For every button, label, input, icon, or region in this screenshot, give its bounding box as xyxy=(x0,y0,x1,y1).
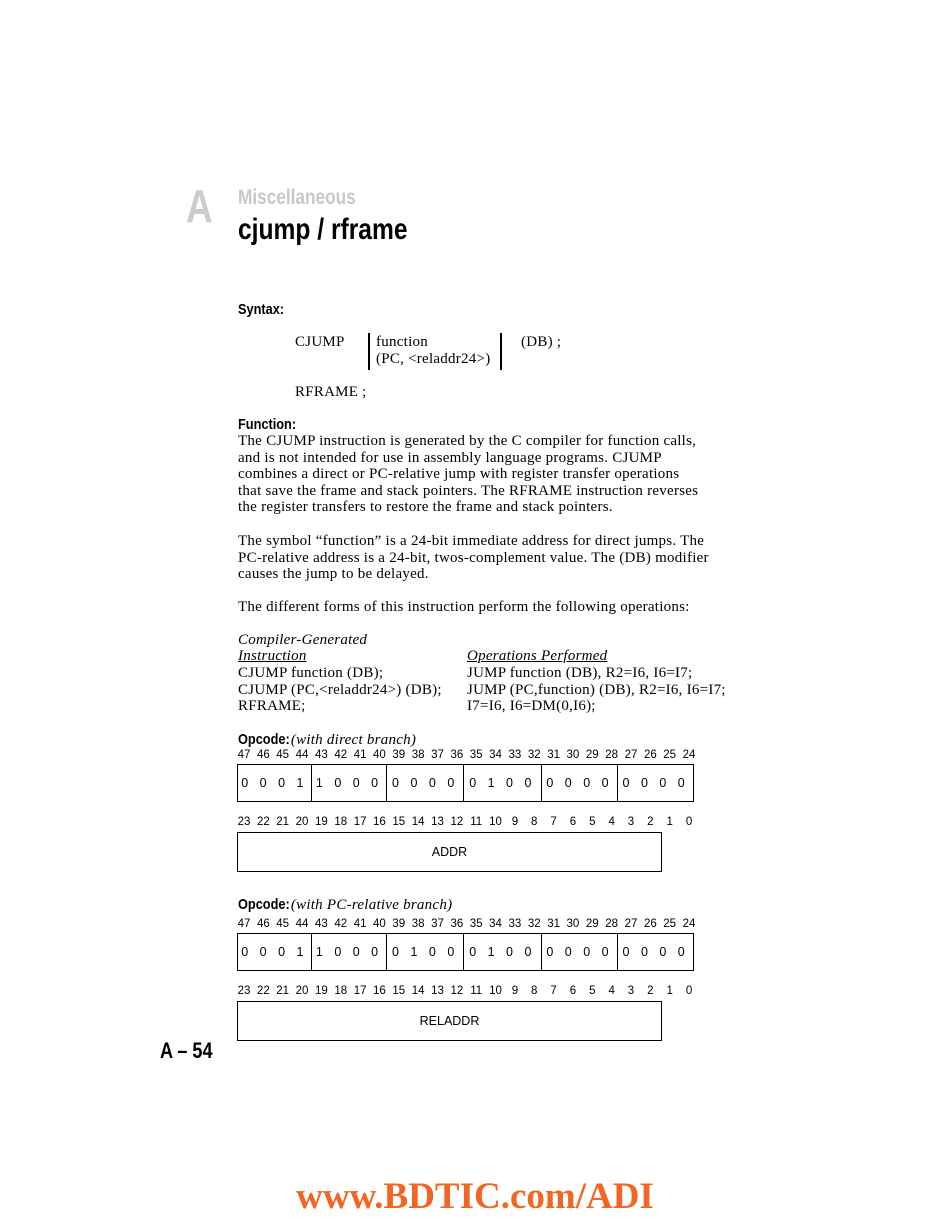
bit-number: 26 xyxy=(643,918,657,930)
opcode-direct-heading: Opcode:(with direct branch) xyxy=(238,731,417,748)
table-row-operation: I7=I6, I6=DM(0,I6); xyxy=(467,698,596,714)
bit-number: 3 xyxy=(627,816,635,828)
bit-number: 11 xyxy=(470,816,483,828)
bit-number: 36 xyxy=(450,918,464,930)
bit-number: 44 xyxy=(295,918,309,930)
bit-number: 31 xyxy=(547,918,560,930)
syntax-option-function: function xyxy=(376,334,428,350)
bit-number: 17 xyxy=(353,985,367,997)
bit-number: 15 xyxy=(392,816,406,828)
bit-number: 36 xyxy=(450,749,464,761)
bit-number: 13 xyxy=(431,816,444,828)
bit-number: 2 xyxy=(647,985,654,997)
bit-number: 21 xyxy=(276,816,290,828)
syntax-left-bar xyxy=(368,333,370,370)
bit-number: 11 xyxy=(470,985,483,997)
bit-number: 25 xyxy=(663,918,677,930)
opcode-direct-lower-bit-numbers xyxy=(0,817,950,831)
bit-number: 37 xyxy=(431,749,444,761)
bit-number: 9 xyxy=(511,985,519,997)
bit-number: 38 xyxy=(411,918,425,930)
bit-number: 7 xyxy=(550,816,557,828)
opcode-relative-upper-fields xyxy=(237,933,694,971)
bit-number: 35 xyxy=(469,918,483,930)
syntax-option-pc-relative: (PC, <reladdr24>) xyxy=(376,351,491,367)
opcode-field: 1 0 0 0 xyxy=(312,765,388,801)
bit-number: 1 xyxy=(666,985,673,997)
bit-number: 3 xyxy=(627,985,635,997)
table-row: CJUMP function (DB); xyxy=(238,665,384,681)
table-header-operations: Operations Performed xyxy=(467,648,608,664)
bit-number: 24 xyxy=(682,749,696,761)
bit-number: 16 xyxy=(373,816,386,828)
opcode-relative-reladdr-field: RELADDR xyxy=(237,1001,662,1041)
bit-number: 41 xyxy=(353,918,367,930)
bit-number: 23 xyxy=(237,985,251,997)
opcode-field: 0 0 0 0 xyxy=(387,765,464,801)
bit-number: 7 xyxy=(550,985,557,997)
bit-number: 30 xyxy=(566,918,580,930)
bit-number: 2 xyxy=(647,816,654,828)
opcode-relative-heading: Opcode:(with PC-relative branch) xyxy=(238,896,453,913)
bit-number: 45 xyxy=(276,749,290,761)
bit-number: 0 xyxy=(685,985,693,997)
bit-number: 28 xyxy=(605,749,619,761)
bit-number: 14 xyxy=(411,985,425,997)
opcode-field: 0 0 0 0 xyxy=(622,776,689,790)
function-paragraph-1: The CJUMP instruction is generated by the C compiler for function calls, and is not intended for use in assembly language programs. CJUMP combines a direct or PC-relative jump with register transfer operations that save the frame and stack pointers. The RFRAME instruction reverses the register transfers to restore the frame and stack pointers. xyxy=(238,433,699,515)
bit-number: 14 xyxy=(411,816,425,828)
bit-number: 5 xyxy=(589,816,596,828)
opcode-relative-upper-bit-numbers xyxy=(0,919,950,933)
bit-number: 25 xyxy=(663,749,677,761)
table-header-instruction-line2: Instruction xyxy=(238,648,307,664)
bit-number: 6 xyxy=(569,985,577,997)
opcode-field: 0 0 0 1 xyxy=(238,934,312,970)
syntax-rframe: RFRAME ; xyxy=(295,384,367,400)
bit-number: 39 xyxy=(392,749,406,761)
bit-number: 10 xyxy=(489,985,502,997)
bit-number: 29 xyxy=(585,749,599,761)
table-header-instruction-line1: Compiler-Generated xyxy=(238,632,368,648)
bit-number: 43 xyxy=(314,749,328,761)
opcode-field: 1 0 0 0 xyxy=(312,934,388,970)
bit-number: 37 xyxy=(431,918,444,930)
bit-number: 42 xyxy=(334,749,348,761)
opcode-field: 0 1 0 0 xyxy=(387,934,464,970)
bit-number: 44 xyxy=(295,749,309,761)
page-title: cjump / rframe xyxy=(238,213,408,246)
bit-number: 17 xyxy=(353,816,367,828)
bit-number: 13 xyxy=(431,985,444,997)
opcode-direct-upper-bit-numbers xyxy=(0,750,950,764)
table-row-operation: JUMP (PC,function) (DB), R2=I6, I6=I7; xyxy=(467,682,726,698)
bit-number: 16 xyxy=(373,985,386,997)
opcode-relative-lower-bit-numbers xyxy=(0,986,950,1000)
opcode-field: 0 0 0 0 xyxy=(542,934,619,970)
bit-number: 35 xyxy=(469,749,483,761)
bit-number: 18 xyxy=(334,985,348,997)
function-paragraph-3: The different forms of this instruction perform the following operations: xyxy=(238,599,690,615)
bit-number: 40 xyxy=(373,918,386,930)
bit-number: 12 xyxy=(450,985,464,997)
bit-number: 19 xyxy=(314,816,328,828)
bit-number: 1 xyxy=(666,816,673,828)
bit-number: 28 xyxy=(605,918,619,930)
bit-number: 12 xyxy=(450,816,464,828)
bit-number: 41 xyxy=(353,749,367,761)
bit-number: 47 xyxy=(237,918,251,930)
bit-number: 31 xyxy=(547,749,560,761)
syntax-heading: Syntax: xyxy=(238,301,285,318)
table-row-operation: JUMP function (DB), R2=I6, I6=I7; xyxy=(467,665,693,681)
page-number: A – 54 xyxy=(160,1038,213,1063)
bit-number: 34 xyxy=(489,918,502,930)
bit-number: 5 xyxy=(589,985,596,997)
bit-number: 40 xyxy=(373,749,386,761)
table-row: CJUMP (PC,<reladdr24>) (DB); xyxy=(238,682,442,698)
bit-number: 20 xyxy=(295,985,309,997)
bit-number: 27 xyxy=(624,749,638,761)
bit-number: 38 xyxy=(411,749,425,761)
bit-number: 21 xyxy=(276,985,290,997)
bit-number: 47 xyxy=(237,749,251,761)
bit-number: 4 xyxy=(608,985,615,997)
bit-number: 32 xyxy=(527,749,541,761)
bit-number: 18 xyxy=(334,816,348,828)
bit-number: 8 xyxy=(531,816,538,828)
chapter-title: Miscellaneous xyxy=(238,186,356,209)
bit-number: 46 xyxy=(256,749,270,761)
footer-watermark: www.BDTIC.com/ADI xyxy=(296,1176,654,1217)
bit-number: 26 xyxy=(643,749,657,761)
opcode-field: 0 0 0 0 xyxy=(542,765,619,801)
bit-number: 9 xyxy=(511,816,519,828)
syntax-cjump-keyword: CJUMP xyxy=(295,334,345,350)
syntax-right-bar xyxy=(500,333,502,370)
bit-number: 0 xyxy=(685,816,693,828)
bit-number: 33 xyxy=(508,749,522,761)
bit-number: 8 xyxy=(531,985,538,997)
bit-number: 29 xyxy=(585,918,599,930)
syntax-modifier: (DB) ; xyxy=(521,334,562,350)
opcode-field: 0 1 0 0 xyxy=(464,765,542,801)
bit-number: 19 xyxy=(314,985,328,997)
bit-number: 6 xyxy=(569,816,577,828)
function-heading: Function: xyxy=(238,416,297,433)
opcode-field: 0 1 0 0 xyxy=(464,934,542,970)
bit-number: 30 xyxy=(566,749,580,761)
appendix-letter: A xyxy=(186,180,213,232)
bit-number: 22 xyxy=(256,816,270,828)
bit-number: 10 xyxy=(489,816,502,828)
bit-number: 27 xyxy=(624,918,638,930)
bit-number: 39 xyxy=(392,918,406,930)
opcode-direct-addr-field: ADDR xyxy=(237,832,662,872)
bit-number: 34 xyxy=(489,749,502,761)
bit-number: 4 xyxy=(608,816,615,828)
bit-number: 45 xyxy=(276,918,290,930)
opcode-direct-upper-fields xyxy=(237,764,694,802)
bit-number: 46 xyxy=(256,918,270,930)
bit-number: 15 xyxy=(392,985,406,997)
bit-number: 33 xyxy=(508,918,522,930)
bit-number: 43 xyxy=(314,918,328,930)
opcode-field: 0 0 0 1 xyxy=(238,765,312,801)
bit-number: 42 xyxy=(334,918,348,930)
function-paragraph-2: The symbol “function” is a 24-bit immediate address for direct jumps. The PC-relative address is a 24-bit, twos-complement value. The (DB) modifier causes the jump to be delayed. xyxy=(238,533,709,582)
bit-number: 20 xyxy=(295,816,309,828)
bit-number: 23 xyxy=(237,816,251,828)
bit-number: 22 xyxy=(256,985,270,997)
bit-number: 24 xyxy=(682,918,696,930)
bit-number: 32 xyxy=(527,918,541,930)
table-row: RFRAME; xyxy=(238,698,306,714)
opcode-field: 0 0 0 0 xyxy=(622,945,689,959)
